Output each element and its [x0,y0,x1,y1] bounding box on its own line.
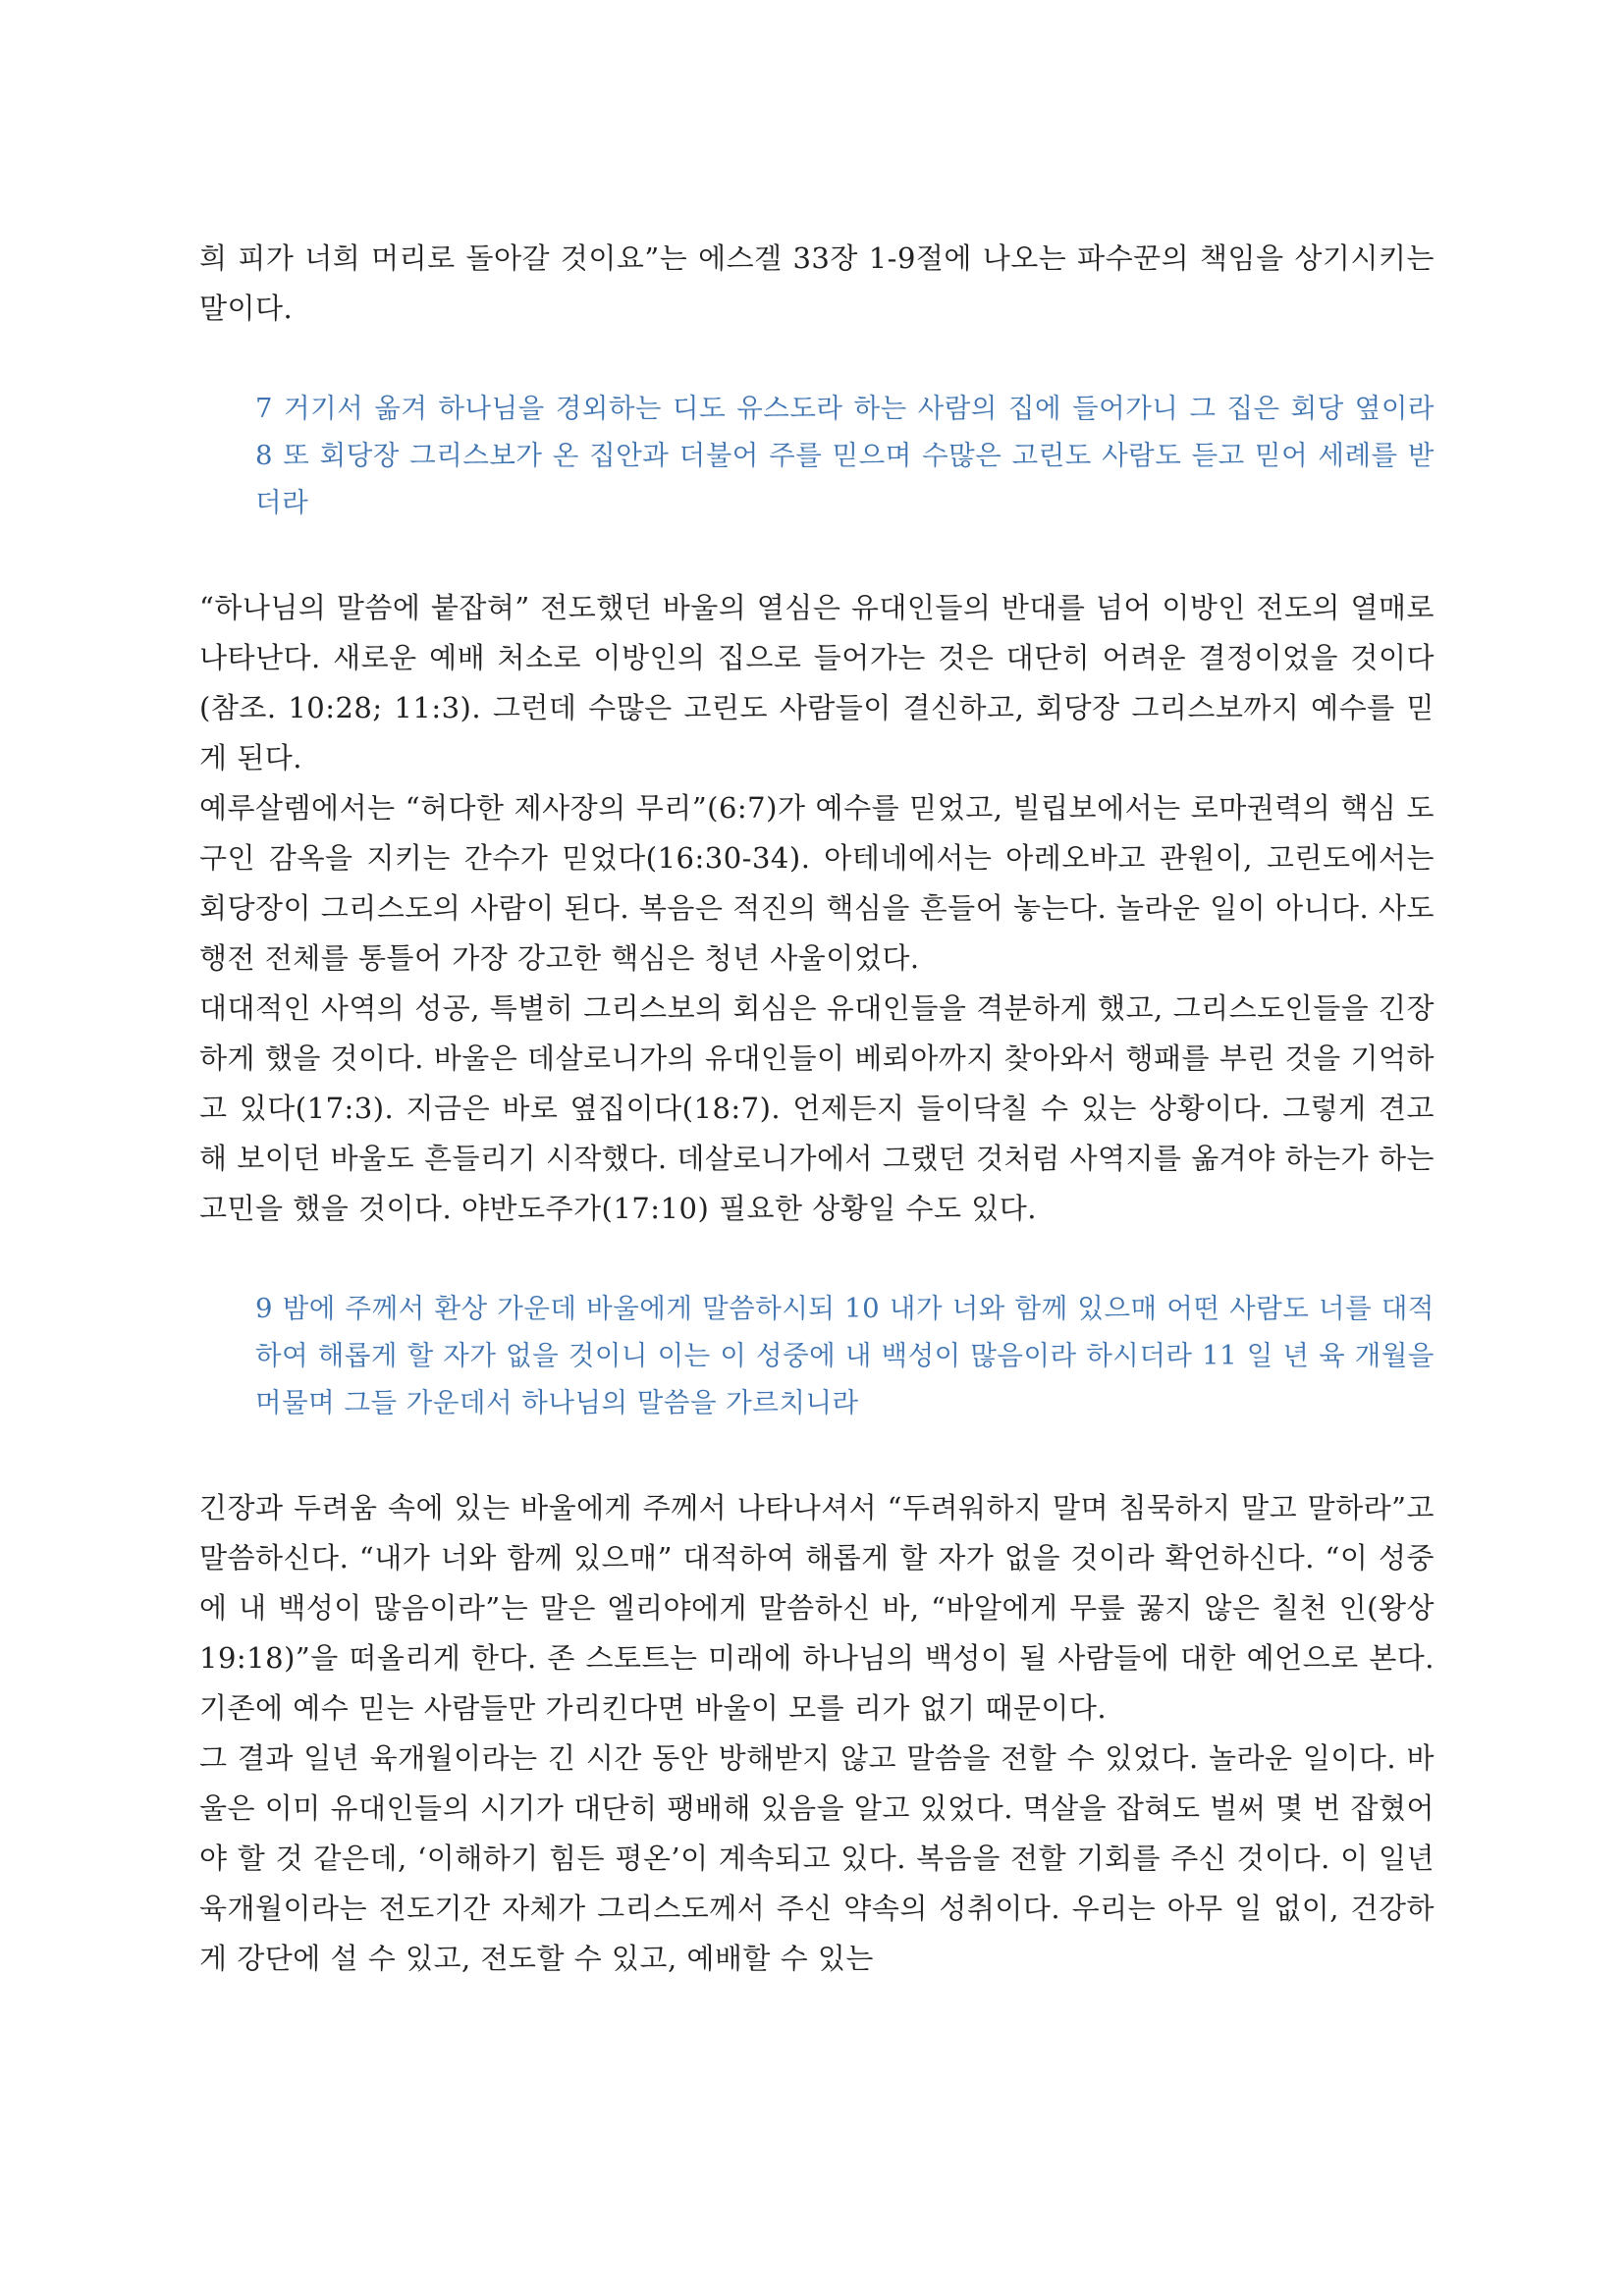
body-paragraph-1: 희 피가 너희 머리로 돌아갈 것이요”는 에스겔 33장 1-9절에 나오는 파수꾼의 책임을 상기시키는 말이다. [199,241,1435,325]
body-paragraph-4: 대대적인 사역의 성공, 특별히 그리스보의 회심은 유대인들을 격분하게 했고, 그리스도인들을 긴장하게 했을 것이다. 바울은 데살로니가의 유대인들이 베뢰아까지 찾아와서 행패를 부린 것을 기억하고 있다(17:3). 지금은 바로 옆집이다(18:7). 언제든지 들이닥칠 수 있는 상황이다. 그렇게 견고해 보이던 바울도 흔들리기 시작했다. 데살로니가에서 그랬던 것처럼 사역지를 옮겨야 하는가 하는 고민을 했을 것이다. 야반도주가(17:10) 필요한 상황일 수도 있다. [199,991,1435,1225]
body-paragraph-6: 그 결과 일년 육개월이라는 긴 시간 동안 방해받지 않고 말씀을 전할 수 있었다. 놀라운 일이다. 바울은 이미 유대인들의 시기가 대단히 팽배해 있음을 알고 있었다. 멱살을 잡혀도 벌써 몇 번 잡혔어야 할 것 같은데, ‘이해하기 힘든 평온’이 계속되고 있다. 복음을 전할 기회를 주신 것이다. 이 일년 육개월이라는 전도기간 자체가 그리스도께서 주신 약속의 성취이다. 우리는 아무 일 없이, 건강하게 강단에 설 수 있고, 전도할 수 있고, 예배할 수 있는 [199,1741,1435,1975]
paragraph-gap [199,334,1435,385]
body-paragraph-3: 예루살렘에서는 “허다한 제사장의 무리”(6:7)가 예수를 믿었고, 빌립보에서는 로마권력의 핵심 도구인 감옥을 지키는 간수가 믿었다(16:30-34). 아테네에서는 아레오바고 관원이, 고린도에서는 회당장이 그리스도의 사람이 된다. 복음은 적진의 핵심을 흔들어 놓는다. 놀라운 일이 아니다. 사도행전 전체를 통틀어 가장 강고한 핵심은 청년 사울이었다. [199,791,1435,975]
scripture-quote-2: 9 밤에 주께서 환상 가운데 바울에게 말씀하시되 10 내가 너와 함께 있으매 어떤 사람도 너를 대적하여 해롭게 할 자가 없을 것이니 이는 이 성중에 내 백성이 많음이라 하시더라 11 일 년 육 개월을 머물며 그들 가운데서 하나님의 말씀을 가르치니라 [255,1293,1435,1418]
document-page [199,234,1435,1984]
body-paragraph-2: “하나님의 말씀에 붙잡혀” 전도했던 바울의 열심은 유대인들의 반대를 넘어 이방인 전도의 열매로 나타난다. 새로운 예배 처소로 이방인의 집으로 들어가는 것은 대단히 어려운 결정이었을 것이다(참조. 10:28; 11:3). 그런데 수많은 고린도 사람들이 결신하고, 회당장 그리스보까지 예수를 믿게 된다. [199,591,1435,774]
scripture-quote-1: 7 거기서 옮겨 하나님을 경외하는 디도 유스도라 하는 사람의 집에 들어가니 그 집은 회당 옆이라 8 또 회당장 그리스보가 온 집안과 더불어 주를 믿으며 수많은 고린도 사람도 듣고 믿어 세례를 받더라 [255,393,1435,518]
paragraph-gap [199,1426,1435,1483]
paragraph-gap [199,526,1435,583]
body-paragraph-5: 긴장과 두려움 속에 있는 바울에게 주께서 나타나셔서 “두려워하지 말며 침묵하지 말고 말하라”고 말씀하신다. “내가 너와 함께 있으매” 대적하여 해롭게 할 자가 없을 것이라 확언하신다. “이 성중에 내 백성이 많음이라”는 말은 엘리야에게 말씀하신 바, “바알에게 무릎 꿇지 않은 칠천 인(왕상 19:18)”을 떠올리게 한다. 존 스토트는 미래에 하나님의 백성이 될 사람들에 대한 예언으로 본다. 기존에 예수 믿는 사람들만 가리킨다면 바울이 모를 리가 없기 때문이다. [199,1491,1435,1725]
paragraph-gap [199,1234,1435,1285]
